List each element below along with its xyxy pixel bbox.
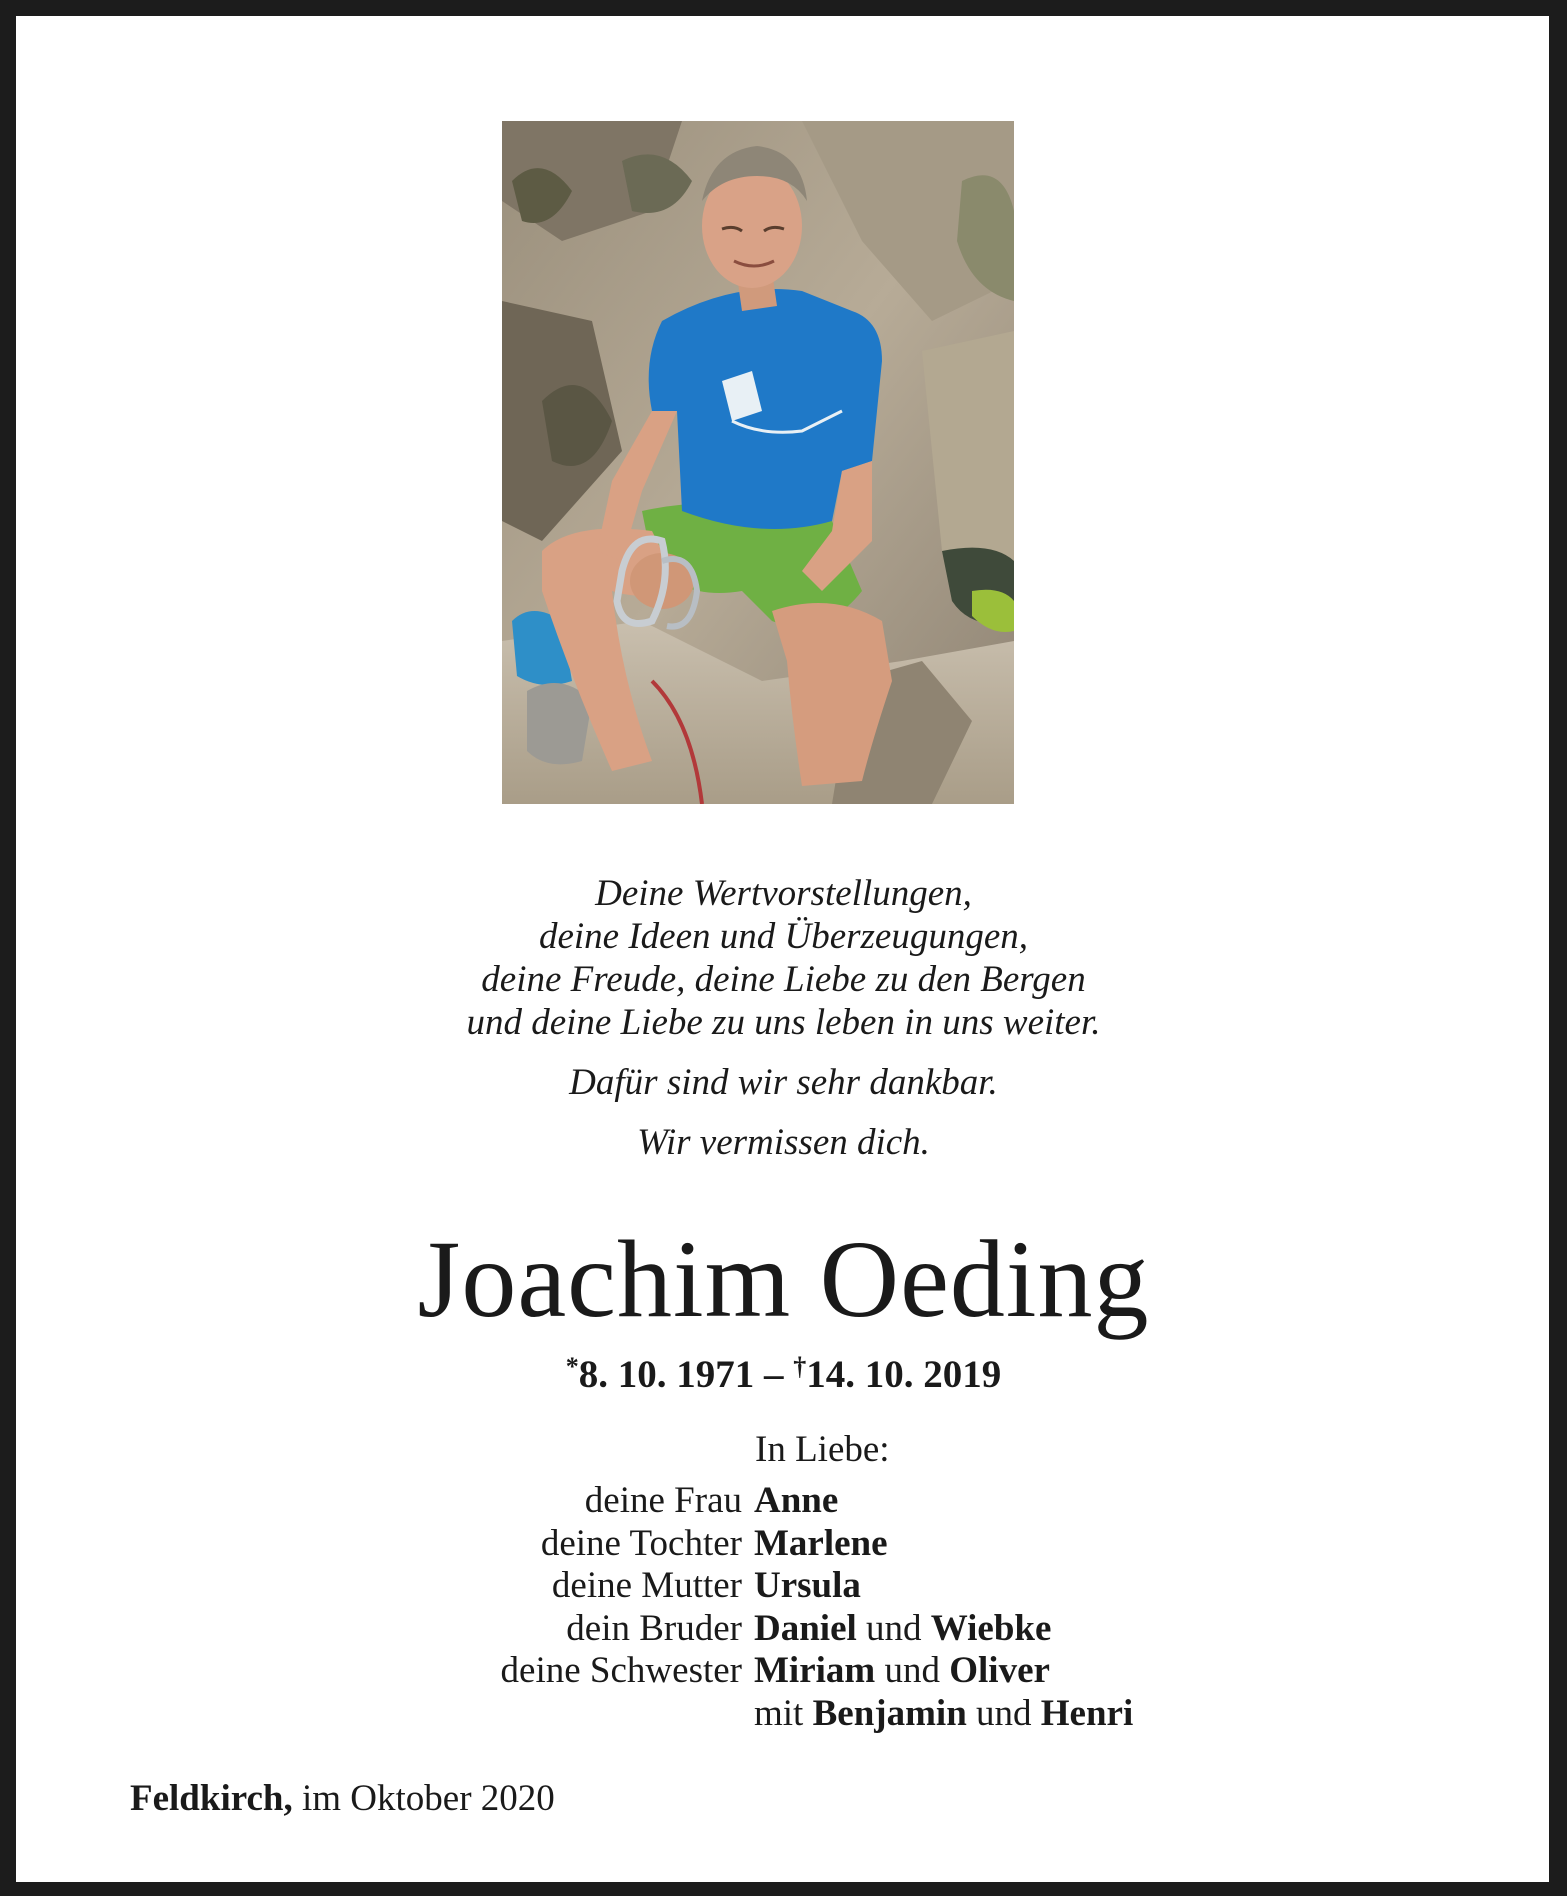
date-separator: – — [754, 1353, 794, 1396]
portrait-photo-icon — [502, 121, 1014, 804]
birth-date: 8. 10. 1971 — [578, 1353, 755, 1396]
family-names: Marlene — [754, 1522, 888, 1564]
family-names: Daniel und Wiebke — [754, 1607, 1052, 1649]
family-names-children: mit Benjamin und Henri — [754, 1692, 1134, 1734]
family-row — [0, 1522, 1567, 1565]
verse-gratitude: Dafür sind wir sehr dankbar. — [569, 1062, 998, 1103]
family-row — [0, 1692, 1567, 1735]
verse-line: deine Ideen und Überzeugungen, — [538, 916, 1029, 957]
family-row — [0, 1564, 1567, 1607]
family-names: Anne — [754, 1480, 839, 1521]
death-symbol: † — [793, 1352, 807, 1381]
family-row — [0, 1649, 1567, 1692]
footer-place: Feldkirch, — [130, 1778, 293, 1819]
family-row — [0, 1479, 1567, 1522]
family-relation: dein Bruder — [566, 1607, 742, 1649]
place-date-footer — [130, 1777, 555, 1821]
death-date: 14. 10. 2019 — [806, 1353, 1002, 1396]
family-relation: deine Tochter — [540, 1522, 742, 1564]
memorial-verse — [300, 872, 1267, 1164]
family-list — [0, 1479, 1567, 1734]
family-row — [0, 1607, 1567, 1650]
deceased-name: Joachim Oeding — [417, 1218, 1150, 1340]
family-relation: deine Frau — [584, 1480, 742, 1521]
verse-line: deine Freude, deine Liebe zu den Bergen — [481, 959, 1086, 1000]
verse-line: und deine Liebe zu uns leben in uns weiter. — [466, 1002, 1101, 1043]
family-relation: deine Schwester — [500, 1650, 742, 1691]
life-dates — [0, 1343, 1567, 1399]
portrait-photo — [502, 121, 1014, 804]
family-intro: In Liebe: — [755, 1429, 890, 1470]
family-relation: deine Mutter — [551, 1565, 742, 1606]
family-names: Ursula — [754, 1565, 861, 1606]
verse-missing: Wir vermissen dich. — [637, 1122, 930, 1163]
birth-symbol: * — [565, 1352, 579, 1381]
family-names: Miriam und Oliver — [754, 1650, 1050, 1691]
verse-line: Deine Wertvorstellungen, — [595, 873, 972, 914]
footer-date: im Oktober 2020 — [302, 1778, 555, 1819]
